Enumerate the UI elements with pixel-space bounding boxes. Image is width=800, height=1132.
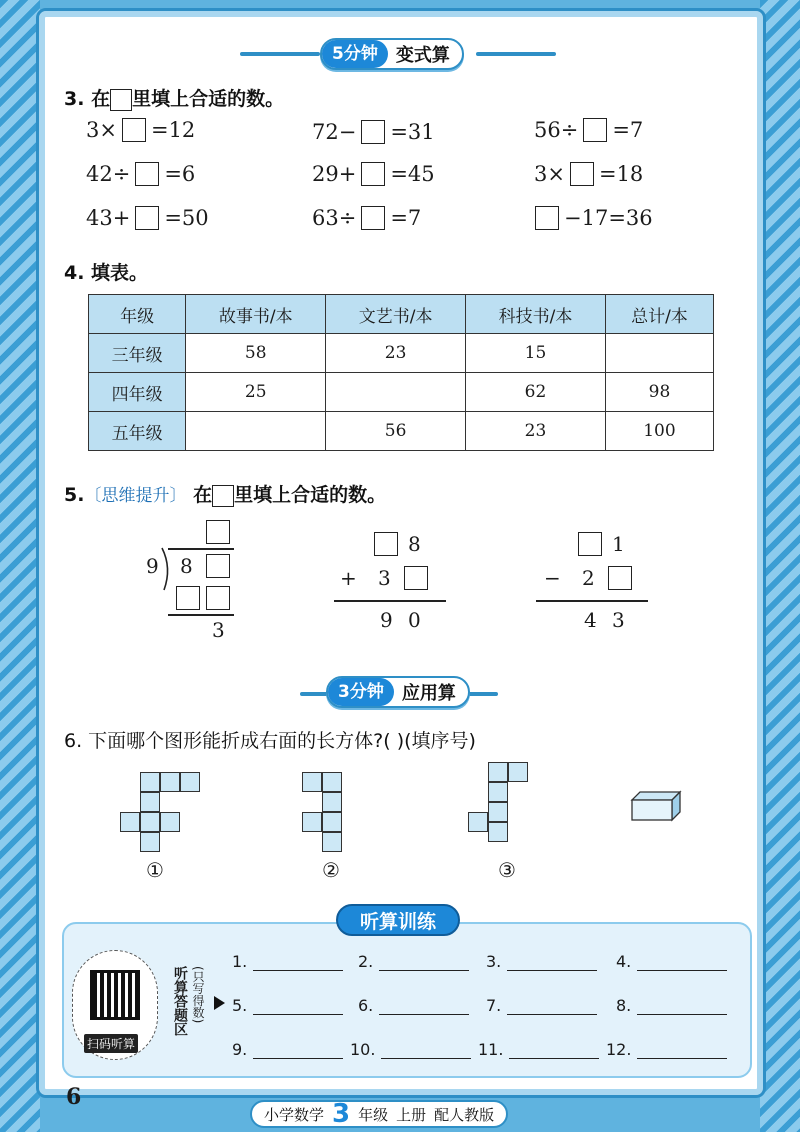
- volume: 上册: [396, 1105, 427, 1124]
- table-row: [89, 373, 714, 412]
- equation: 43+ =50: [86, 206, 209, 230]
- minuend-box[interactable]: [578, 532, 602, 556]
- answer-slot[interactable]: 1.: [232, 952, 343, 971]
- table-header: 科技书/本: [466, 295, 606, 334]
- question-4-title: 4. 填表。: [64, 262, 149, 284]
- section-header-practice: [320, 38, 464, 70]
- answer-slot[interactable]: 6.: [358, 996, 469, 1015]
- dividend-box[interactable]: [206, 554, 230, 578]
- subject: 小学数学: [264, 1105, 325, 1124]
- table-header: 故事书/本: [186, 295, 326, 334]
- addend-box[interactable]: [374, 532, 398, 556]
- row-label: 五年级: [89, 412, 186, 451]
- table-cell: 56: [326, 412, 466, 451]
- edition: 配人教版: [434, 1105, 495, 1124]
- equation: −17=36: [532, 206, 653, 230]
- option-label[interactable]: ③: [498, 858, 516, 882]
- minus-sign: −: [544, 566, 561, 590]
- table-row: [89, 334, 714, 373]
- table-cell: 23: [326, 334, 466, 373]
- table-header: 文艺书/本: [326, 295, 466, 334]
- division-bar: [168, 548, 234, 550]
- answer-slot[interactable]: 2.: [358, 952, 469, 971]
- answer-slot[interactable]: 8.: [616, 996, 727, 1015]
- difference-digit: 4: [584, 608, 597, 632]
- page-number: 6: [66, 1084, 82, 1110]
- plus-sign: +: [340, 566, 357, 590]
- answer-slot[interactable]: 4.: [616, 952, 727, 971]
- table-header: 年级: [89, 295, 186, 334]
- answer-area-label: 听算答题区: [172, 966, 188, 1036]
- listening-title: 听算训练: [336, 904, 460, 936]
- addend-box[interactable]: [404, 566, 428, 590]
- section-rule-left: [240, 52, 320, 56]
- sum-digit: 0: [408, 608, 421, 632]
- table-cell-blank[interactable]: [186, 412, 326, 451]
- table-cell: 98: [605, 373, 713, 412]
- answer-slot[interactable]: 3.: [486, 952, 597, 971]
- section-rule-right: [468, 692, 498, 696]
- subtraction-bar: [168, 614, 234, 616]
- table-cell: 23: [466, 412, 606, 451]
- answer-slot[interactable]: 10.: [350, 1040, 471, 1059]
- answer-box[interactable]: [135, 162, 159, 186]
- answer-slot[interactable]: 11.: [478, 1040, 599, 1059]
- answer-slot[interactable]: 7.: [486, 996, 597, 1015]
- sum-bar: [334, 600, 446, 602]
- answer-box[interactable]: [361, 162, 385, 186]
- table-cell: 62: [466, 373, 606, 412]
- answer-box[interactable]: [583, 118, 607, 142]
- question-3-title: [64, 84, 284, 111]
- answer-slot[interactable]: 12.: [606, 1040, 727, 1059]
- difference-digit: 3: [612, 608, 625, 632]
- question-5-title: [64, 480, 386, 507]
- right-border-decoration: [760, 0, 800, 1132]
- table-cell: 25: [186, 373, 326, 412]
- question-6-title: 6. 下面哪个图形能折成右面的长方体?( )(填序号): [64, 730, 476, 752]
- arrow-right-icon: [214, 996, 225, 1010]
- table-cell-blank[interactable]: [605, 334, 713, 373]
- title-part: 在: [91, 88, 111, 110]
- subtrahend-digit: 2: [582, 566, 595, 590]
- table-row: [89, 412, 714, 451]
- question-number: 3.: [64, 88, 85, 110]
- row-label: 三年级: [89, 334, 186, 373]
- thinking-tag: 〔思维提升〕: [84, 486, 187, 506]
- blank-box-icon: [212, 485, 234, 507]
- section-header-application: [326, 676, 470, 708]
- answer-box[interactable]: [570, 162, 594, 186]
- books-table: [88, 294, 714, 451]
- product-box[interactable]: [176, 586, 200, 610]
- addend-digit: 8: [408, 532, 421, 556]
- equation: 56÷ =7: [534, 118, 644, 142]
- equation: 42÷ =6: [86, 162, 196, 186]
- subtrahend-box[interactable]: [608, 566, 632, 590]
- grade-unit: 年级: [358, 1105, 389, 1124]
- equation: 3× =18: [534, 162, 644, 186]
- equation: 63÷ =7: [312, 206, 422, 230]
- equation: 29+ =45: [312, 162, 435, 186]
- qr-code-icon[interactable]: [90, 970, 140, 1020]
- sum-digit: 9: [380, 608, 393, 632]
- minuend-digit: 1: [612, 532, 625, 556]
- answer-box[interactable]: [361, 206, 385, 230]
- section-minutes: 5分钟: [322, 40, 388, 68]
- question-number: 5.: [64, 484, 85, 506]
- title-part: 里填上合适的数。: [234, 484, 387, 506]
- division-bracket-icon: [160, 546, 174, 592]
- table-header: 总计/本: [605, 295, 713, 334]
- answer-slot[interactable]: 9.: [232, 1040, 343, 1059]
- table-cell-blank[interactable]: [326, 373, 466, 412]
- answer-box[interactable]: [361, 120, 385, 144]
- section-title: 变式算: [395, 45, 450, 66]
- book-footer: [250, 1100, 508, 1128]
- difference-bar: [536, 600, 648, 602]
- equation: 72− =31: [312, 120, 435, 144]
- table-header-row: [89, 295, 714, 334]
- quotient-box[interactable]: [206, 520, 230, 544]
- section-minutes: 3分钟: [328, 678, 394, 706]
- grade-number: 3: [332, 1099, 351, 1129]
- left-border-decoration: [0, 0, 40, 1132]
- dividend-digit: 8: [180, 554, 193, 578]
- title-part: 里填上合适的数。: [132, 88, 285, 110]
- blank-box-icon: [110, 89, 132, 111]
- option-label[interactable]: ②: [322, 858, 340, 882]
- row-label: 四年级: [89, 373, 186, 412]
- table-cell: 100: [605, 412, 713, 451]
- table-cell: 15: [466, 334, 606, 373]
- answer-slot[interactable]: 5.: [232, 996, 343, 1015]
- answer-box[interactable]: [535, 206, 559, 230]
- product-box[interactable]: [206, 586, 230, 610]
- table-cell: 58: [186, 334, 326, 373]
- addend-digit: 3: [378, 566, 391, 590]
- qr-label: 扫码听算: [84, 1034, 138, 1053]
- cuboid-icon: [630, 790, 682, 822]
- section-title: 应用算: [401, 683, 456, 704]
- section-rule-right: [476, 52, 556, 56]
- answer-area-note: (只写得数): [191, 966, 205, 1024]
- answer-box[interactable]: [122, 118, 146, 142]
- option-label[interactable]: ①: [146, 858, 164, 882]
- remainder: 3: [212, 618, 225, 642]
- answer-box[interactable]: [135, 206, 159, 230]
- equation: 3× =12: [86, 118, 196, 142]
- divisor: 9: [146, 554, 159, 578]
- title-part: 在: [193, 484, 213, 506]
